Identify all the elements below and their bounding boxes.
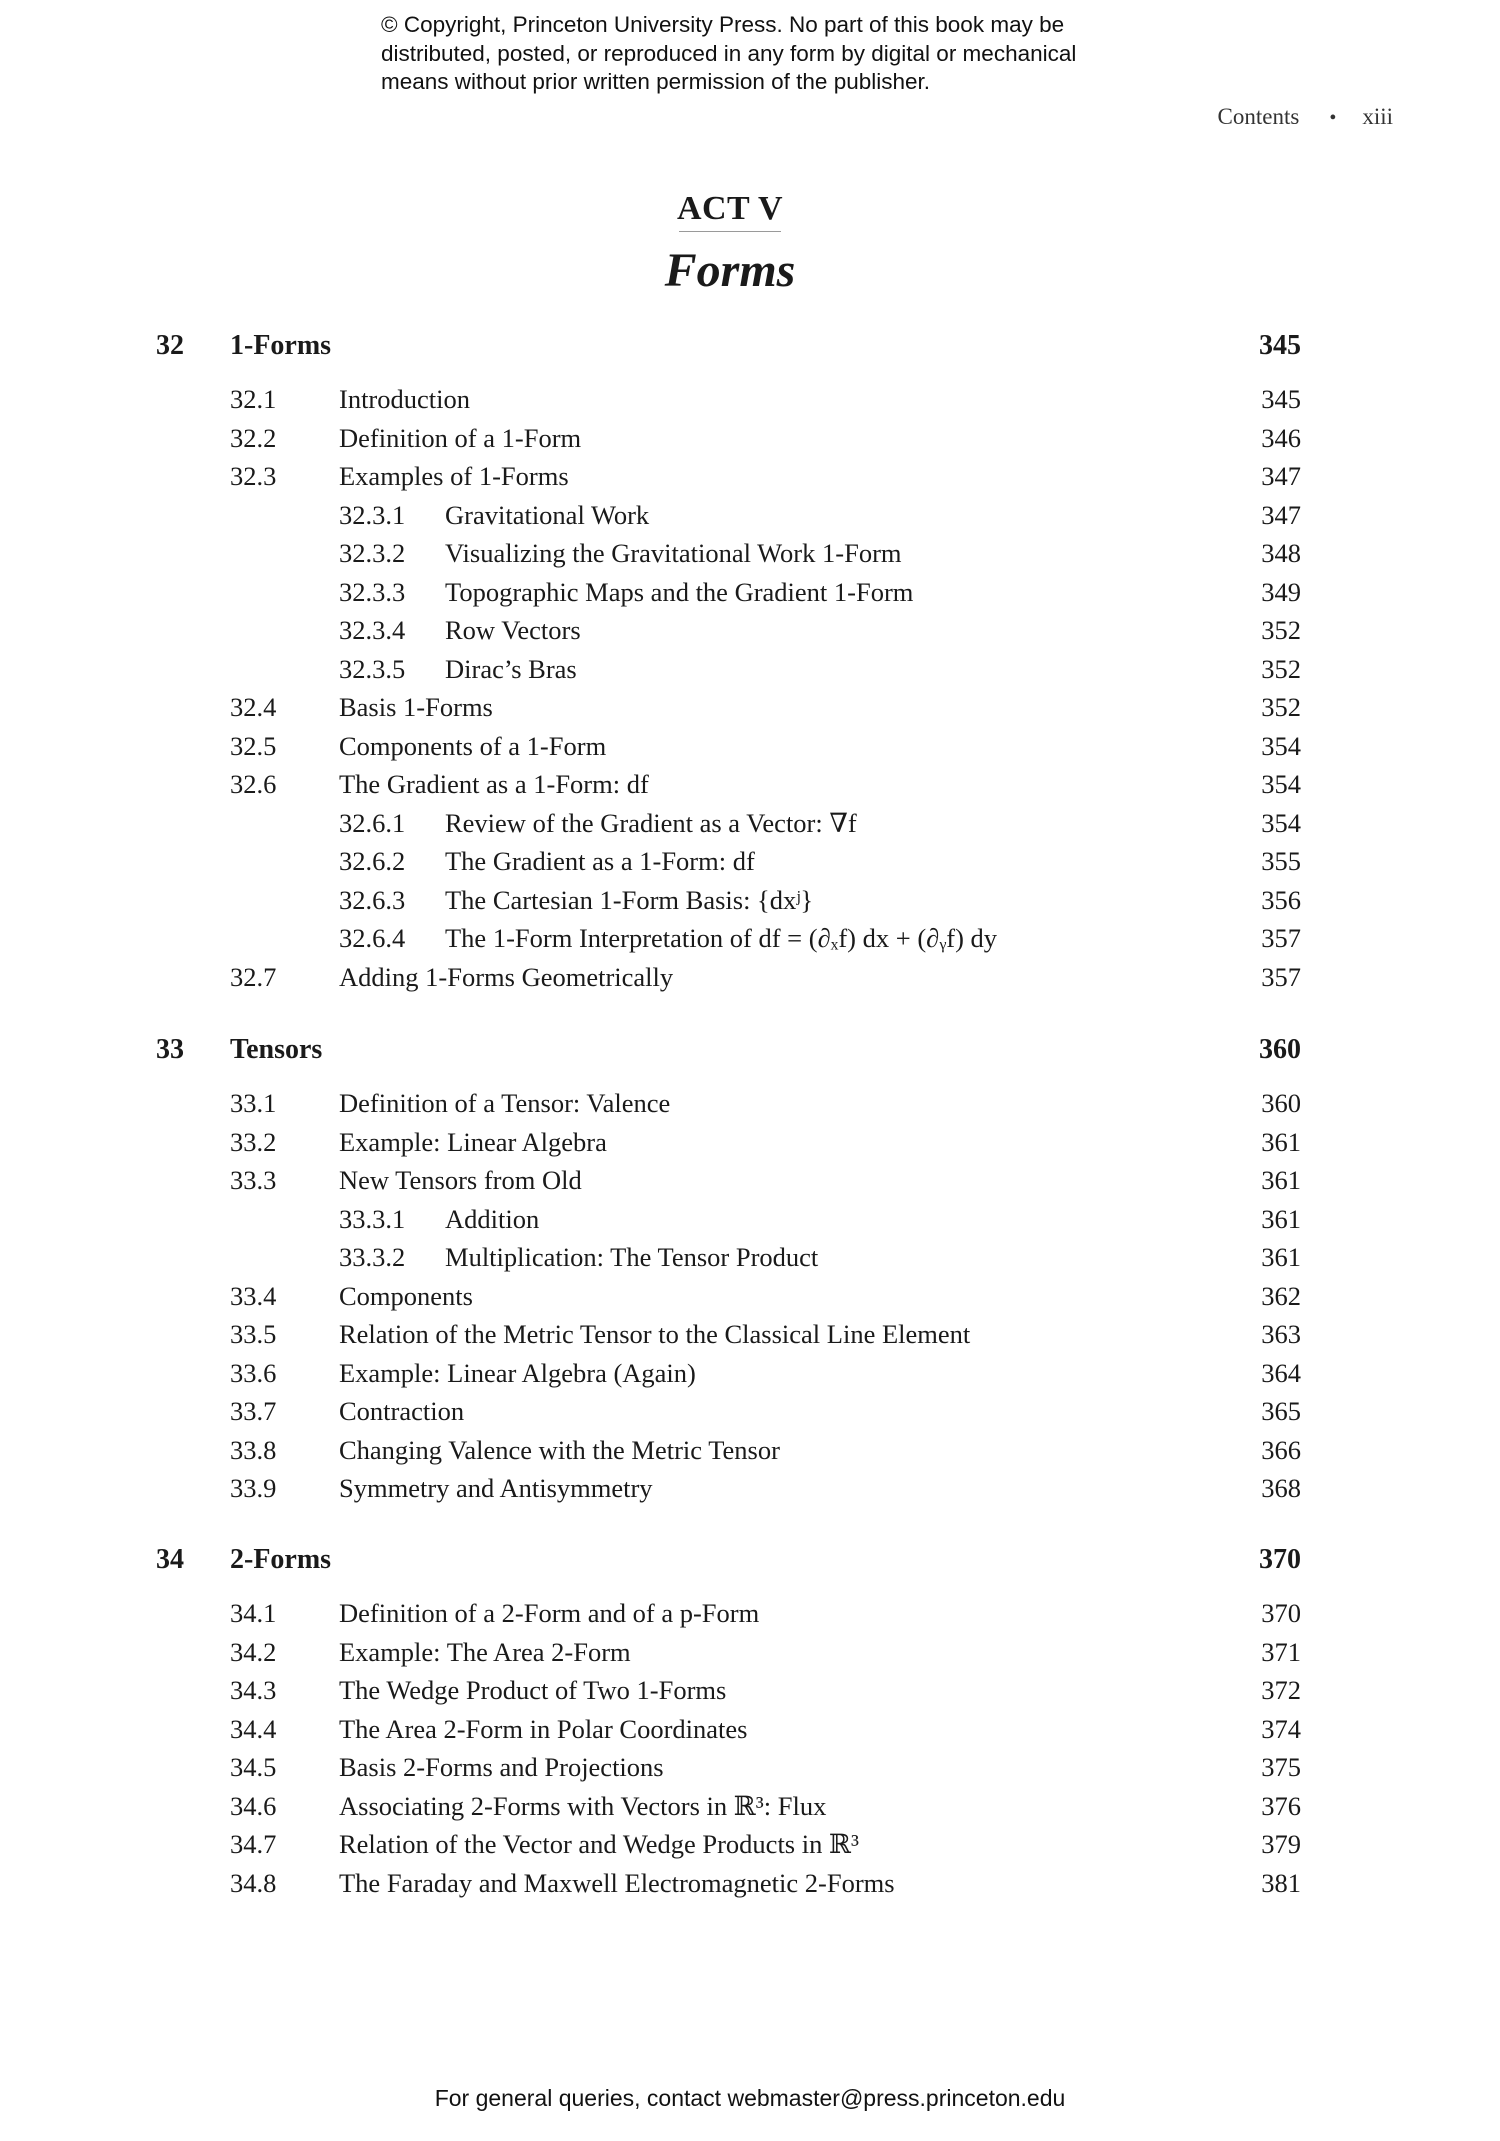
entry-number: 32.3.5 xyxy=(339,653,406,684)
subsection-entry[interactable] xyxy=(0,1242,1500,1278)
entry-title: Review of the Gradient as a Vector: ∇f xyxy=(445,807,857,838)
entry-page: 370 xyxy=(1261,1598,1301,1628)
entry-number: 33.9 xyxy=(230,1473,277,1503)
entry-title: The Faraday and Maxwell Electromagnetic 2-Forms xyxy=(339,1867,895,1898)
subsection-entry[interactable] xyxy=(0,654,1500,690)
entry-title: Introduction xyxy=(339,384,470,414)
section-entry[interactable] xyxy=(0,384,1500,420)
entry-number: 34.4 xyxy=(230,1713,277,1744)
section-entry[interactable] xyxy=(0,1396,1500,1432)
footer-contact: For general queries, contact webmaster@press.princeton.edu xyxy=(434,2085,1066,2111)
entry-page: 361 xyxy=(1261,1203,1301,1234)
section-entry[interactable] xyxy=(0,1473,1500,1509)
running-head-title: Contents xyxy=(1217,104,1300,129)
entry-number: 34.8 xyxy=(230,1867,277,1898)
subsection-entry[interactable] xyxy=(0,615,1500,651)
entry-page: 352 xyxy=(1261,692,1301,722)
entry-number: 34.5 xyxy=(230,1752,277,1782)
entry-page: 354 xyxy=(1261,807,1301,838)
entry-title: The Wedge Product of Two 1-Forms xyxy=(339,1675,727,1705)
entry-number: 32.6.4 xyxy=(339,923,406,953)
chapter-heading[interactable] xyxy=(0,1034,1500,1070)
copyright-line: means without prior written permission of the publisher. xyxy=(381,69,931,94)
entry-page: 375 xyxy=(1261,1752,1301,1782)
entry-page: 372 xyxy=(1261,1675,1301,1705)
entry-page: 366 xyxy=(1261,1434,1301,1465)
entry-title: Example: Linear Algebra xyxy=(339,1126,607,1157)
entry-title: Definition of a 2-Form and of a p-Form xyxy=(339,1598,760,1628)
entry-title: Changing Valence with the Metric Tensor xyxy=(339,1434,780,1465)
entry-number: 32.1 xyxy=(230,384,277,414)
entry-page: 376 xyxy=(1261,1790,1301,1821)
chapter-heading[interactable] xyxy=(0,1544,1500,1580)
entry-page: 357 xyxy=(1261,923,1301,953)
entry-page: 347 xyxy=(1261,461,1301,491)
entry-title: Example: The Area 2-Form xyxy=(339,1636,631,1667)
entry-page: 360 xyxy=(1261,1088,1301,1118)
section-entry[interactable] xyxy=(0,1281,1500,1317)
entry-title: Basis 2-Forms and Projections xyxy=(339,1752,664,1782)
entry-title: Symmetry and Antisymmetry xyxy=(339,1473,653,1503)
act-label: ACT V xyxy=(676,190,784,227)
entry-page: 354 xyxy=(1261,730,1301,761)
entry-page: 357 xyxy=(1261,961,1301,992)
section-entry[interactable] xyxy=(0,962,1500,998)
entry-page: 371 xyxy=(1261,1636,1301,1667)
subsection-entry[interactable] xyxy=(0,923,1500,959)
entry-page: 362 xyxy=(1261,1280,1301,1311)
entry-page: 368 xyxy=(1261,1473,1301,1503)
entry-title: The Cartesian 1-Form Basis: {dxʲ} xyxy=(445,884,814,915)
entry-number: 33.5 xyxy=(230,1319,277,1349)
chapter-number: 34 xyxy=(156,1544,184,1575)
section-entry[interactable] xyxy=(0,1598,1500,1634)
entry-number: 33.2 xyxy=(230,1126,277,1157)
entry-title: The Area 2-Form in Polar Coordinates xyxy=(339,1713,748,1744)
entry-page: 352 xyxy=(1261,653,1301,684)
entry-number: 32.6.3 xyxy=(339,884,406,915)
subsection-entry[interactable] xyxy=(0,577,1500,613)
entry-number: 33.6 xyxy=(230,1357,277,1388)
entry-number: 34.6 xyxy=(230,1790,277,1821)
entry-page: 361 xyxy=(1261,1242,1301,1272)
subsection-entry[interactable] xyxy=(0,1204,1500,1240)
chapter-page: 360 xyxy=(1259,1034,1301,1065)
entry-title: Visualizing the Gravitational Work 1-Form xyxy=(445,538,902,568)
entry-page: 354 xyxy=(1261,769,1301,799)
entry-title: Definition of a Tensor: Valence xyxy=(339,1088,671,1118)
entry-page: 364 xyxy=(1261,1357,1301,1388)
entry-title: The 1-Form Interpretation of df = (∂ₓf) dx + (∂ᵧf) dy xyxy=(445,923,998,953)
entry-page: 374 xyxy=(1261,1713,1301,1744)
entry-number: 32.7 xyxy=(230,961,277,992)
entry-number: 32.2 xyxy=(230,422,277,453)
entry-number: 33.3 xyxy=(230,1165,277,1195)
subsection-entry[interactable] xyxy=(0,500,1500,536)
entry-title: Components of a 1-Form xyxy=(339,730,607,761)
subsection-entry[interactable] xyxy=(0,885,1500,921)
entry-number: 33.3.1 xyxy=(339,1203,406,1234)
section-entry[interactable] xyxy=(0,731,1500,767)
entry-title: Addition xyxy=(445,1203,540,1234)
section-entry[interactable] xyxy=(0,769,1500,805)
entry-title: Row Vectors xyxy=(445,615,581,645)
entry-title: Examples of 1-Forms xyxy=(339,461,569,491)
chapter-title: Tensors xyxy=(230,1034,323,1065)
chapter-heading[interactable] xyxy=(0,330,1500,366)
section-entry[interactable] xyxy=(0,1358,1500,1394)
subsection-entry[interactable] xyxy=(0,808,1500,844)
section-entry[interactable] xyxy=(0,1791,1500,1827)
entry-title: Dirac’s Bras xyxy=(445,653,577,684)
chapter-title: 1-Forms xyxy=(230,330,332,361)
page-number: xiii xyxy=(1362,104,1393,129)
section-entry[interactable] xyxy=(0,1868,1500,1904)
entry-page: 361 xyxy=(1261,1165,1301,1195)
entry-number: 34.1 xyxy=(230,1598,277,1628)
entry-page: 379 xyxy=(1261,1829,1301,1859)
entry-number: 34.2 xyxy=(230,1636,277,1667)
entry-title: Definition of a 1-Form xyxy=(339,422,582,453)
entry-title: The Gradient as a 1-Form: df xyxy=(339,769,649,799)
entry-number: 32.3 xyxy=(230,461,277,491)
section-entry[interactable] xyxy=(0,1637,1500,1673)
section-entry[interactable] xyxy=(0,461,1500,497)
entry-title: Gravitational Work xyxy=(445,499,650,530)
entry-title: New Tensors from Old xyxy=(339,1165,582,1195)
entry-page: 349 xyxy=(1261,576,1301,607)
entry-number: 32.3.1 xyxy=(339,499,406,530)
section-entry[interactable] xyxy=(0,1435,1500,1471)
copyright-line: © Copyright, Princeton University Press. No part of this book may be xyxy=(381,12,1065,37)
entry-page: 355 xyxy=(1261,846,1301,876)
section-entry[interactable] xyxy=(0,1714,1500,1750)
entry-page: 361 xyxy=(1261,1126,1301,1157)
entry-page: 348 xyxy=(1261,538,1301,568)
entry-title: Associating 2-Forms with Vectors in ℝ³: Flux xyxy=(339,1790,827,1821)
chapter-title: 2-Forms xyxy=(230,1544,332,1575)
entry-number: 32.6.1 xyxy=(339,807,406,838)
section-entry[interactable] xyxy=(0,1319,1500,1355)
entry-number: 34.7 xyxy=(230,1829,277,1859)
section-entry[interactable] xyxy=(0,692,1500,728)
subsection-entry[interactable] xyxy=(0,846,1500,882)
entry-title: Relation of the Metric Tensor to the Classical Line Element xyxy=(339,1319,971,1349)
entry-number: 32.6 xyxy=(230,769,277,799)
entry-number: 32.3.2 xyxy=(339,538,406,568)
entry-number: 32.6.2 xyxy=(339,846,406,876)
entry-number: 32.3.3 xyxy=(339,576,406,607)
section-entry[interactable] xyxy=(0,1829,1500,1865)
entry-number: 33.4 xyxy=(230,1280,277,1311)
copyright-line: distributed, posted, or reproduced in any form by digital or mechanical xyxy=(381,40,1077,66)
section-entry[interactable] xyxy=(0,1165,1500,1201)
entry-title: Multiplication: The Tensor Product xyxy=(445,1242,819,1272)
entry-page: 346 xyxy=(1261,422,1301,453)
entry-number: 33.3.2 xyxy=(339,1242,406,1272)
entry-number: 33.1 xyxy=(230,1088,277,1118)
entry-title: Basis 1-Forms xyxy=(339,692,493,722)
entry-page: 345 xyxy=(1261,384,1301,414)
entry-number: 32.4 xyxy=(230,692,277,722)
subsection-entry[interactable] xyxy=(0,538,1500,574)
section-entry[interactable] xyxy=(0,1127,1500,1163)
entry-number: 33.7 xyxy=(230,1396,277,1426)
section-entry[interactable] xyxy=(0,1752,1500,1788)
entry-title: Components xyxy=(339,1280,473,1311)
entry-page: 356 xyxy=(1261,884,1301,915)
entry-page: 363 xyxy=(1261,1319,1301,1349)
entry-title: Contraction xyxy=(339,1396,465,1426)
act-title: Forms xyxy=(664,244,796,297)
entry-number: 32.3.4 xyxy=(339,615,406,645)
chapter-page: 370 xyxy=(1259,1544,1301,1575)
entry-page: 352 xyxy=(1261,615,1301,645)
chapter-number: 32 xyxy=(156,330,184,361)
section-entry[interactable] xyxy=(0,1088,1500,1124)
entry-title: The Gradient as a 1-Form: df xyxy=(445,846,755,876)
entry-title: Relation of the Vector and Wedge Products in ℝ³ xyxy=(339,1829,859,1859)
entry-number: 33.8 xyxy=(230,1434,277,1465)
chapter-page: 345 xyxy=(1259,330,1301,361)
entry-page: 381 xyxy=(1261,1867,1301,1898)
section-entry[interactable] xyxy=(0,423,1500,459)
chapter-number: 33 xyxy=(156,1034,184,1065)
entry-page: 365 xyxy=(1261,1396,1301,1426)
entry-page: 347 xyxy=(1261,499,1301,530)
entry-title: Topographic Maps and the Gradient 1-Form xyxy=(445,576,914,607)
entry-title: Example: Linear Algebra (Again) xyxy=(339,1357,696,1388)
entry-number: 32.5 xyxy=(230,730,277,761)
running-head-separator: • xyxy=(1329,107,1337,129)
entry-number: 34.3 xyxy=(230,1675,277,1705)
entry-title: Adding 1-Forms Geometrically xyxy=(339,961,674,992)
section-entry[interactable] xyxy=(0,1675,1500,1711)
